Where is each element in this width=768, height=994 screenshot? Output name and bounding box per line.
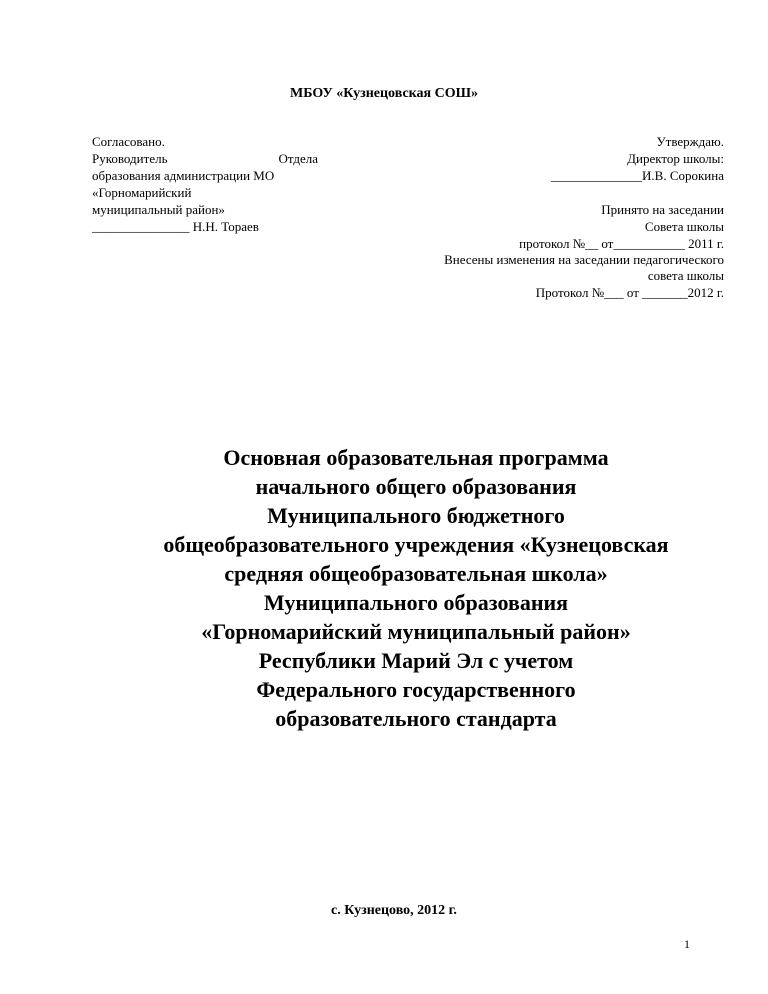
approval-right-line: Совета школы [644, 219, 724, 234]
approval-left-word: Руководитель [92, 151, 168, 166]
document-title [84, 443, 748, 733]
approval-right-signature: ______________И.В. Сорокина [551, 168, 724, 183]
title-line: Муниципального образования [263, 590, 569, 615]
title-line: Основная образовательная программа [223, 445, 609, 470]
approval-left-line: образования администрации МО [92, 168, 275, 183]
approval-left-line: «Горномарийский [92, 185, 192, 200]
approval-right-line: Директор школы: [627, 151, 724, 166]
title-line: «Горномарийский муниципальный район» [201, 619, 631, 644]
school-name: МБОУ «Кузнецовская СОШ» [290, 86, 478, 101]
approval-left-word: Отдела [278, 151, 318, 166]
approval-left-block [92, 133, 318, 235]
title-line: Республики Марий Эл с учетом [258, 648, 574, 673]
approval-left-signature: _______________ Н.Н. Тораев [92, 219, 259, 234]
title-line: Федерального государственного [256, 677, 576, 702]
page-number: 1 [684, 937, 690, 951]
approval-right-block [364, 133, 724, 301]
title-line: Муниципального бюджетного [267, 503, 565, 528]
title-line: средняя общеобразовательная школа» [224, 561, 608, 586]
approval-right-line: Утверждаю. [656, 134, 724, 149]
approval-right-line: Принято на заседании [601, 202, 724, 217]
approval-right-line: совета школы [647, 268, 724, 283]
approval-right-line: Протокол №___ от _______2012 г. [535, 285, 724, 300]
approval-left-line [92, 150, 318, 167]
title-line: начального общего образования [255, 474, 577, 499]
title-line: образовательного стандарта [275, 706, 557, 731]
place-and-year: с. Кузнецово, 2012 г. [331, 903, 457, 918]
title-line: общеобразовательного учреждения «Кузнецовская [163, 532, 669, 557]
approval-right-line: Внесены изменения на заседании педагогического [444, 252, 724, 267]
approval-right-line: протокол №__ от___________ 2011 г. [519, 236, 724, 251]
approval-left-line: Согласовано. [92, 134, 165, 149]
approval-left-line: муниципальный район» [92, 202, 225, 217]
